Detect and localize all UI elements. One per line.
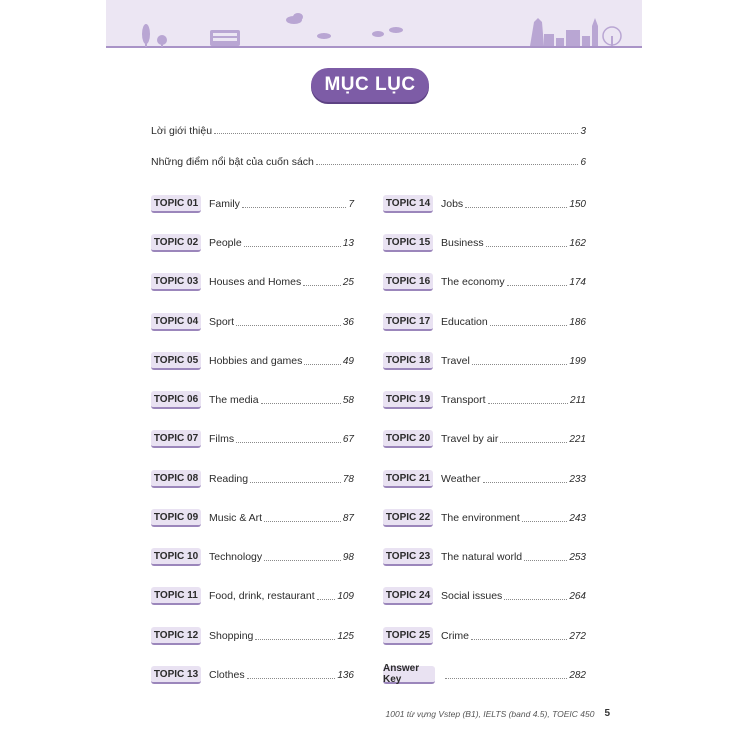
topic-page: 272 bbox=[569, 630, 586, 642]
entry-page: 3 bbox=[580, 126, 586, 137]
dot-leader bbox=[264, 521, 341, 522]
topic-page: 150 bbox=[569, 198, 586, 210]
toc-entry[interactable] bbox=[383, 391, 586, 409]
topic-tag: TOPIC 07 bbox=[151, 430, 201, 448]
toc-entry[interactable] bbox=[151, 548, 354, 566]
toc-entry[interactable] bbox=[151, 313, 354, 331]
topic-page: 233 bbox=[569, 473, 586, 485]
topic-tag: TOPIC 13 bbox=[151, 666, 201, 684]
topic-tag: TOPIC 01 bbox=[151, 195, 201, 213]
topic-name: Travel bbox=[441, 355, 470, 367]
dot-leader bbox=[465, 207, 567, 208]
topic-name: Hobbies and games bbox=[209, 355, 303, 367]
topic-page: 109 bbox=[337, 590, 354, 602]
topic-name: Reading bbox=[209, 473, 249, 485]
toc-entry[interactable] bbox=[151, 587, 354, 605]
dot-leader bbox=[247, 678, 336, 679]
topic-tag: TOPIC 22 bbox=[383, 509, 433, 527]
topic-tag: TOPIC 20 bbox=[383, 430, 433, 448]
topic-tag: TOPIC 24 bbox=[383, 587, 433, 605]
topic-tag: TOPIC 06 bbox=[151, 391, 201, 409]
topic-name: Jobs bbox=[441, 198, 464, 210]
toc-entry[interactable] bbox=[151, 627, 354, 645]
topic-tag: TOPIC 19 bbox=[383, 391, 433, 409]
toc-entry[interactable] bbox=[151, 352, 354, 370]
topic-name: Crime bbox=[441, 630, 469, 642]
dot-leader bbox=[264, 560, 341, 561]
topic-tag: TOPIC 12 bbox=[151, 627, 201, 645]
dot-leader bbox=[486, 246, 568, 247]
toc-entry[interactable] bbox=[383, 234, 586, 252]
dot-leader bbox=[317, 599, 336, 600]
topic-page: 221 bbox=[569, 433, 586, 445]
topic-name: Clothes bbox=[209, 669, 245, 681]
topic-page: 36 bbox=[342, 316, 354, 328]
topic-name: Transport bbox=[441, 394, 486, 406]
dot-leader bbox=[522, 521, 568, 522]
topic-tag: TOPIC 18 bbox=[383, 352, 433, 370]
toc-entry[interactable] bbox=[383, 548, 586, 566]
dot-leader bbox=[490, 325, 568, 326]
dot-leader bbox=[304, 364, 340, 365]
topic-name: Education bbox=[441, 316, 488, 328]
dot-leader bbox=[303, 285, 341, 286]
entry-page: 6 bbox=[580, 157, 586, 168]
book-title: 1001 từ vựng Vstep (B1), IELTS (band 4.5), TOEIC 450 bbox=[385, 708, 595, 719]
topic-page: 199 bbox=[569, 355, 586, 367]
dot-leader bbox=[488, 403, 569, 404]
dot-leader bbox=[472, 364, 568, 365]
topic-page: 98 bbox=[342, 551, 354, 563]
toc-entry[interactable] bbox=[383, 470, 586, 488]
topic-tag: TOPIC 25 bbox=[383, 627, 433, 645]
topic-page: 174 bbox=[569, 276, 586, 288]
page-title: MỤC LỤC bbox=[311, 68, 429, 102]
topic-tag: TOPIC 14 bbox=[383, 195, 433, 213]
topic-page: 186 bbox=[569, 316, 586, 328]
topic-name: The media bbox=[209, 394, 259, 406]
toc-entry[interactable] bbox=[383, 627, 586, 645]
topic-name: Weather bbox=[441, 473, 481, 485]
intro-entry[interactable] bbox=[151, 152, 586, 168]
topic-name: Music & Art bbox=[209, 512, 263, 524]
toc-entry[interactable] bbox=[151, 234, 354, 252]
topic-tag: TOPIC 08 bbox=[151, 470, 201, 488]
topic-tag: TOPIC 17 bbox=[383, 313, 433, 331]
topic-tag: TOPIC 05 bbox=[151, 352, 201, 370]
toc-entry[interactable] bbox=[151, 195, 354, 213]
topic-tag: TOPIC 09 bbox=[151, 509, 201, 527]
dot-leader bbox=[244, 246, 341, 247]
toc-entry[interactable] bbox=[383, 273, 586, 291]
topic-page: 253 bbox=[569, 551, 586, 563]
dot-leader bbox=[504, 599, 567, 600]
toc-entry[interactable] bbox=[151, 470, 354, 488]
topic-name: Food, drink, restaurant bbox=[209, 590, 315, 602]
topic-page: 264 bbox=[569, 590, 586, 602]
skyline-banner bbox=[106, 0, 642, 48]
toc-entry-answer-key[interactable] bbox=[383, 663, 586, 685]
topic-name: The natural world bbox=[441, 551, 523, 563]
topic-name: People bbox=[209, 237, 242, 249]
toc-entry[interactable] bbox=[151, 273, 354, 291]
dot-leader bbox=[236, 325, 341, 326]
dot-leader bbox=[242, 207, 347, 208]
topic-tag: TOPIC 11 bbox=[151, 587, 201, 605]
dot-leader bbox=[255, 639, 335, 640]
topic-tag: TOPIC 02 bbox=[151, 234, 201, 252]
topic-name: Houses and Homes bbox=[209, 276, 302, 288]
dot-leader bbox=[236, 442, 341, 443]
toc-entry[interactable] bbox=[383, 313, 586, 331]
topic-page: 13 bbox=[342, 237, 354, 249]
toc-entry[interactable] bbox=[383, 352, 586, 370]
topic-name: Technology bbox=[209, 551, 263, 563]
answer-key-tag: Answer Key bbox=[383, 666, 435, 684]
topic-name: Business bbox=[441, 237, 484, 249]
dot-leader bbox=[500, 442, 567, 443]
topic-page: 67 bbox=[342, 433, 354, 445]
entry-label: Lời giới thiệu bbox=[151, 125, 213, 137]
dot-leader bbox=[214, 133, 578, 134]
topic-name: Shopping bbox=[209, 630, 254, 642]
topic-name: Travel by air bbox=[441, 433, 499, 445]
topic-tag: TOPIC 04 bbox=[151, 313, 201, 331]
toc-entry[interactable] bbox=[151, 430, 354, 448]
topic-page: 49 bbox=[342, 355, 354, 367]
dot-leader bbox=[250, 482, 341, 483]
intro-entry[interactable] bbox=[151, 121, 586, 137]
topic-tag: TOPIC 03 bbox=[151, 273, 201, 291]
dot-leader bbox=[316, 164, 579, 165]
toc-entry[interactable] bbox=[383, 587, 586, 605]
topic-page: 136 bbox=[337, 669, 354, 681]
topic-page: 7 bbox=[348, 198, 354, 210]
dot-leader bbox=[524, 560, 567, 561]
topic-name: Family bbox=[209, 198, 240, 210]
topic-page: 243 bbox=[569, 512, 586, 524]
topic-name: Films bbox=[209, 433, 235, 445]
skyline-illustration bbox=[106, 0, 642, 48]
topic-tag: TOPIC 10 bbox=[151, 548, 201, 566]
dot-leader bbox=[445, 678, 567, 679]
topic-page: 25 bbox=[342, 276, 354, 288]
topic-tag: TOPIC 15 bbox=[383, 234, 433, 252]
topic-page: 211 bbox=[570, 394, 586, 406]
dot-leader bbox=[507, 285, 568, 286]
dot-leader bbox=[483, 482, 568, 483]
topic-tag: TOPIC 23 bbox=[383, 548, 433, 566]
toc-entry[interactable] bbox=[383, 195, 586, 213]
dot-leader bbox=[261, 403, 341, 404]
topic-page: 58 bbox=[342, 394, 354, 406]
topic-name: Sport bbox=[209, 316, 235, 328]
toc-entry[interactable] bbox=[383, 509, 586, 527]
page-footer bbox=[380, 708, 610, 719]
topic-page: 282 bbox=[569, 669, 586, 681]
topic-page: 162 bbox=[569, 237, 586, 249]
topic-name: The economy bbox=[441, 276, 505, 288]
toc-entry[interactable] bbox=[383, 430, 586, 448]
topic-tag: TOPIC 21 bbox=[383, 470, 433, 488]
dot-leader bbox=[471, 639, 567, 640]
topic-name: Social issues bbox=[441, 590, 503, 602]
entry-label: Những điểm nổi bật của cuốn sách bbox=[151, 156, 314, 168]
page-number: 5 bbox=[604, 708, 610, 719]
toc-entry[interactable] bbox=[151, 509, 354, 527]
toc-entry[interactable] bbox=[151, 391, 354, 409]
topic-page: 125 bbox=[337, 630, 354, 642]
topic-tag: TOPIC 16 bbox=[383, 273, 433, 291]
topic-page: 87 bbox=[342, 512, 354, 524]
topic-name: The environment bbox=[441, 512, 520, 524]
toc-entry[interactable] bbox=[151, 666, 354, 684]
topic-page: 78 bbox=[342, 473, 354, 485]
